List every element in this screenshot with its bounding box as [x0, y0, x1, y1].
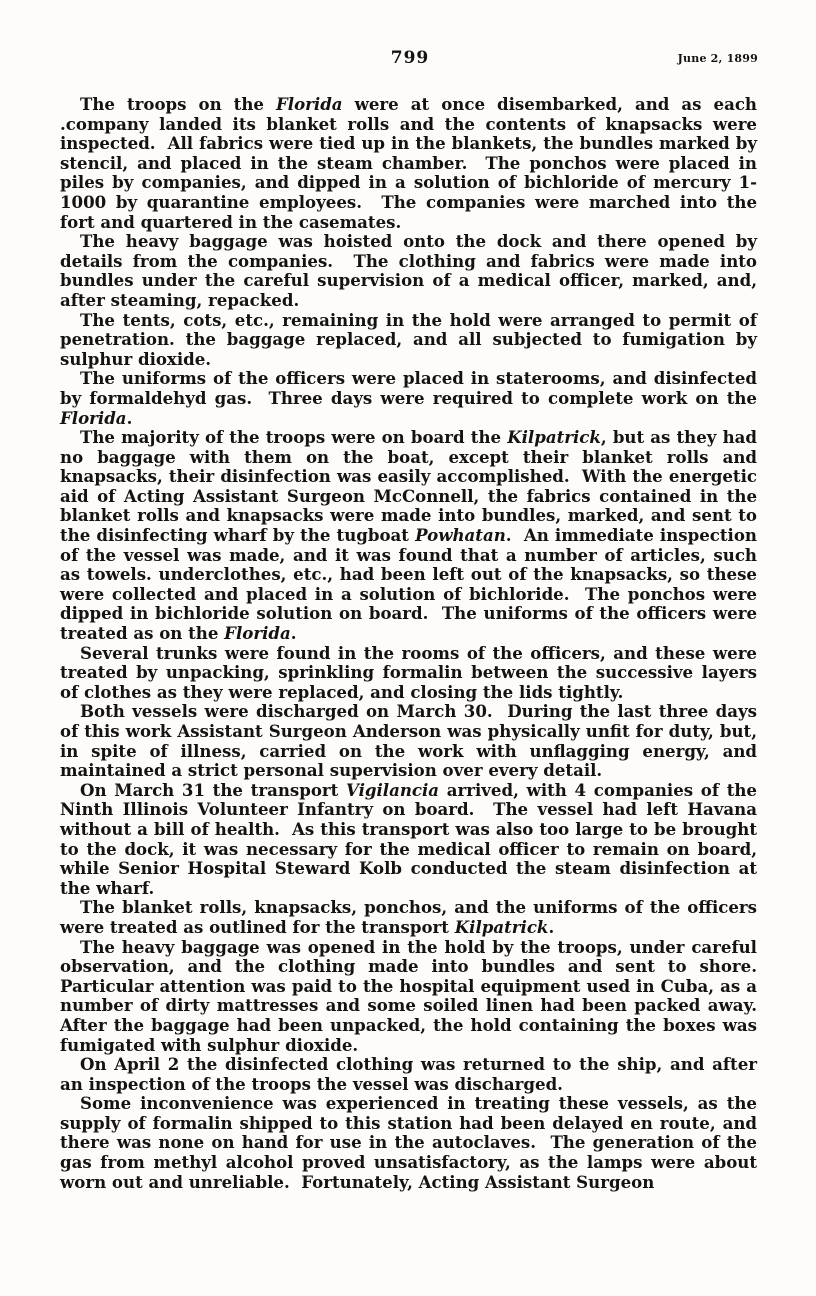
- text-segment: .: [126, 407, 133, 428]
- ship-name: Florida: [60, 407, 127, 428]
- ship-name: Florida: [224, 623, 291, 644]
- paragraph: [60, 936, 769, 1056]
- text-segment: On March 31 the transport: [80, 779, 346, 800]
- text-segment: The majority of the troops were on board the: [80, 427, 508, 448]
- text-segment: . An immediate inspection of the vessel was made, and it was found that a number of articles, such as towels. underclothes, etc., had been left out of the knapsacks, so these were collected and placed in a solution of bichloride. The ponchos were dipped in bichloride solution on board. The uniforms of the officers were treated as on the: [60, 525, 763, 644]
- paragraph: [60, 701, 763, 781]
- document-body: [60, 94, 769, 1192]
- paragraph: [60, 231, 763, 310]
- text-segment: On April 2 the disinfected clothing was returned to the ship, and after an inspection of the troops the vessel was discharged.: [60, 1054, 763, 1094]
- paragraph: [60, 1054, 763, 1094]
- paragraph: [60, 779, 763, 899]
- ship-name: Kilpatrick: [454, 916, 549, 937]
- text-segment: Some inconvenience was experienced in treating these vessels, as the supply of formalin shipped to this station had been delayed en route, and there was none on hand for use in the autoclaves. The generation of the gas from methyl alcohol proved unsatisfactory, as the lamps were about worn out and unreliable. Fortunately, Acting Assistant Surgeon: [60, 1093, 763, 1192]
- paragraph: [60, 368, 763, 428]
- text-segment: , but as they had no baggage with them on the boat, except their blanket rolls and knapsacks, their disinfection was easily accomplished. With the energetic aid of Acting Assistant Surgeon McConnell, the fabrics contained in the blanket rolls and knapsacks were made into bundles, marked, and sent to the disinfecting wharf by the tugboat: [60, 427, 763, 546]
- text-segment: .: [548, 916, 555, 937]
- date-header: June 2, 1899: [677, 52, 758, 65]
- ship-name: Powhatan: [415, 525, 506, 546]
- text-segment: The tents, cots, etc., remaining in the hold were arranged to permit of penetration. the baggage replaced, and all subjected to fumigation by sulphur dioxide.: [60, 309, 763, 369]
- paragraph: [60, 1093, 763, 1192]
- text-segment: The troops on the: [80, 94, 276, 114]
- text-segment: were at once disembarked, and as each .company landed its blanket rolls and the contents of knapsacks were inspected. All fabrics were tied up in the blankets, the bundles marked by stencil, and placed in the steam chamber. The ponchos were placed in piles by companies, and dipped in a solution of bichloride of mercury 1-1000 by quarantine employees. The companies were marched into the fort and quartered in the casemates.: [60, 94, 763, 232]
- text-segment: The uniforms of the officers were placed in staterooms, and disinfected by formaldehyd gas. Three days were required to complete work on the: [60, 368, 763, 408]
- ship-name: Vigilancia: [345, 779, 440, 800]
- page-header: [62, 48, 758, 72]
- ship-name: Kilpatrick: [507, 427, 601, 448]
- text-segment: arrived, with 4 companies of the Ninth Illinois Volunteer Infantry on board. The vessel had left Havana without a bill of health. As this transport was also too large to be brought to the dock, it was necessary for the medical officer to remain on board, while Senior Hospital Steward Kolb conducted the steam disinfection at the wharf.: [60, 779, 763, 898]
- page-number: 799: [390, 48, 430, 68]
- ship-name: Florida: [276, 94, 343, 114]
- text-segment: The heavy baggage was opened in the hold by the troops, under careful observation, and the clothing made into bundles and sent to shore. Particular attention was paid to the hospital equipment used in Cuba, as a number of dirty mattresses and some soiled linen had been packed away. After the baggage had been unpacked, the hold containing the boxes was fumigated with sulphur dioxide.: [60, 936, 769, 1055]
- text-segment: The heavy baggage was hoisted onto the dock and there opened by details from the companies. The clothing and fabrics were made into bundles under the careful supervision of a medical officer, marked, and, after steaming, repacked.: [60, 231, 763, 310]
- paragraph: [60, 309, 763, 370]
- paragraph: [60, 642, 763, 703]
- paragraph: [60, 897, 763, 937]
- text-segment: .: [290, 623, 297, 644]
- paragraph: [60, 94, 763, 232]
- text-segment: Several trunks were found in the rooms of the officers, and these were treated by unpacking, sprinkling formalin between the successive layers of clothes as they were replaced, and closing the lids tightly.: [60, 642, 763, 702]
- paragraph: [60, 427, 763, 644]
- text-segment: The blanket rolls, knapsacks, ponchos, and the uniforms of the officers were treated as outlined for the transport: [60, 897, 763, 937]
- text-segment: Both vessels were discharged on March 30. During the last three days of this work Assistant Surgeon Anderson was physically unfit for duty, but, in spite of illness, carried on the work with unflagging energy, and maintained a strict personal supervision over every detail.: [60, 701, 763, 781]
